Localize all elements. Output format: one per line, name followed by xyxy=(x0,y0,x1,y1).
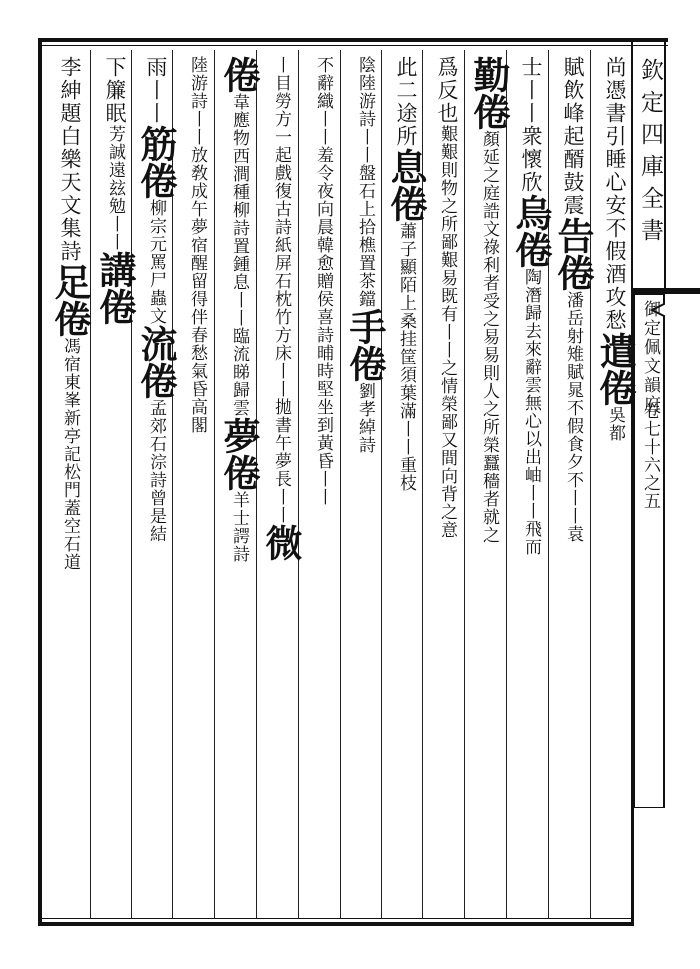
page-frame-top xyxy=(38,38,668,42)
page-frame-left xyxy=(38,38,42,926)
volume-marker: 卷七十六之五 xyxy=(640,402,660,510)
text-column-11: 陸游詩丨丨放敎成午夢宿醒留得伴春愁氣昏高閣 xyxy=(187,56,207,434)
text-column-5: 爲反也艱艱則物之所鄙艱易既有丨丨之情榮鄙又間向背之意 xyxy=(435,56,459,539)
column-rule xyxy=(90,50,91,918)
text-column-10: 倦韋應物西澗種柳詩置鍾息丨丨臨流睇歸雲夢倦羊士諤詩 xyxy=(217,56,261,563)
page-frame-bottom-inner xyxy=(42,918,632,919)
fold-marker-text: 御定佩文韻府 xyxy=(640,300,660,414)
text-column-3: 士丨丨衆懷欣烏倦陶潛歸去來辭雲無心以出岫丨丨飛而 xyxy=(509,56,553,556)
book-title: 欽定四庫全書 xyxy=(637,58,663,250)
page-frame-bottom xyxy=(38,922,632,926)
text-column-13: 下簾眠芳誠遠玆勉丨丨講倦 xyxy=(93,56,137,325)
text-column-14: 李紳題白樂天文集詩足倦馮宿東峯新亭記松門蓋空石道 xyxy=(48,56,92,571)
text-column-7: 陰陸游詩丨丨盤石上拾樵置茶鐺手倦劉孝綽詩 xyxy=(343,56,387,454)
text-column-2: 賦飲峰起醑鼓震告倦潘岳射雉賦晁不假食夕不丨丨袁 xyxy=(551,56,595,543)
text-column-6: 此二途所息倦蕭子顯陌上桑挂筐須葉滿丨丨重枝 xyxy=(384,56,428,492)
text-column-8: 不辭織丨丨羞令夜向晨韓愈贈侯喜詩晡時堅坐到黃昏丨丨 xyxy=(313,56,333,506)
text-column-9: 丨目勞方一起戲復古詩紙屏石枕竹方床丨丨拋書午夢長丨丨微 xyxy=(259,56,303,561)
text-column-4: 勤倦顏延之庭誥文祿利者受之易易則人之所榮蠶穡者就之 xyxy=(467,56,511,544)
text-column-1: 尚憑書引睡心安不假酒攻愁遣倦吳都 xyxy=(593,56,637,442)
page-frame-top-inner xyxy=(42,45,668,46)
text-column-12: 雨丨丨筋倦柳宗元罵尸蟲文流倦孟郊石淙詩曾是結 xyxy=(134,56,178,543)
